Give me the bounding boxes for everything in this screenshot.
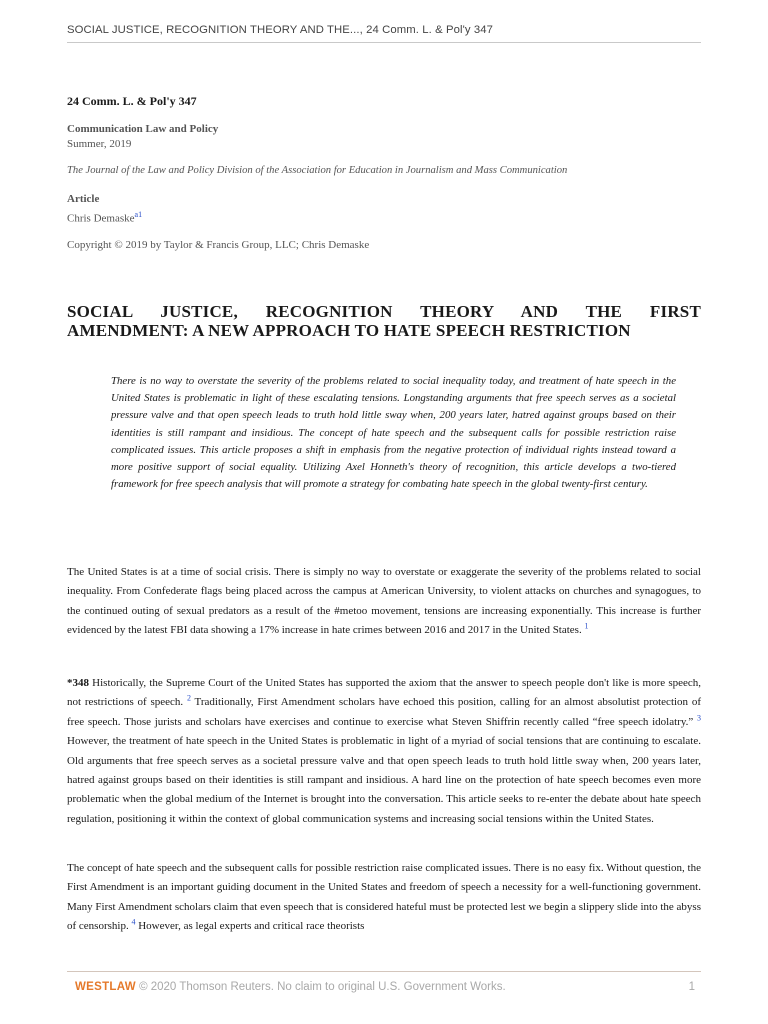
footer <box>75 981 695 993</box>
running-head: SOCIAL JUSTICE, RECOGNITION THEORY AND THE..., 24 Comm. L. & Pol'y 347 <box>67 24 493 36</box>
star-page-marker: *348 <box>67 677 89 689</box>
footer-notice: © 2020 Thomson Reuters. No claim to original U.S. Government Works. <box>139 981 506 993</box>
article-label: Article <box>67 193 100 205</box>
abstract: There is no way to overstate the severity of the problems related to social inequality today, and treatment of hate speech in the United States is problematic in light of these escalating tensions. Longstanding arguments that free speech serves as a societal pressure valve and that open speech leads to truth hold little sway when, 200 years later, hatred against groups based on their identities is still rampant and insidious. The concept of hate speech and the subsequent calls for possible restriction raise complicated issues. This article proposes a shift in emphasis from the negative protection of individual rights instead toward a more positive support of social equality. Utilizing Axel Honneth's theory of recognition, this article develops a two-tiered framework for free speech analysis that will promote a strategy for combating hate speech in the global twenty-first century. <box>111 375 676 491</box>
publication-info <box>67 122 218 152</box>
journal-name: Communication Law and Policy <box>67 123 219 135</box>
header-divider <box>67 42 701 43</box>
westlaw-logo: WESTLAW <box>75 981 136 993</box>
title-line-1: SOCIAL JUSTICE, RECOGNITION THEORY AND THE FIRST <box>67 302 701 321</box>
article-info <box>67 192 142 227</box>
footnote-link-1[interactable]: 1 <box>584 621 589 631</box>
paragraph-text: The concept of hate speech and the subsequent calls for possible restriction raise complicated issues. There is no easy fix. Without question, the First Amendment is an important guiding document in the United States and freedom of speech a necessity for a well-functioning government. Many First Amendment scholars claim that even speech that is considered hateful must be protected lest we begin a slippery slide into the abyss of censorship. <box>67 862 701 933</box>
journal-description: The Journal of the Law and Policy Division of the Association for Education in Journalism and Mass Communication <box>67 165 568 176</box>
author-line <box>67 207 142 227</box>
paragraph-text: Traditionally, First Amendment scholars have echoed this position, calling for an almost absolutist protection of free speech. Those jurists and scholars have exercises and continue to exercise what Steven Shiffrin recently called “free speech idolatry.” <box>67 696 702 728</box>
page-number: 1 <box>688 981 695 993</box>
title-line-2: AMENDMENT: A NEW APPROACH TO HATE SPEECH RESTRICTION <box>67 321 631 340</box>
paragraph-text: However, the treatment of hate speech in the United States is problematic in light of a myriad of social tensions that are continuing to escalate. Old arguments that free speech serves as a societal pressure valve and that open speech leads to truth hold little sway when, 200 years later, hatred against groups based on their identities is still rampant and insidious. A hard line on the protection of hate speech becomes even more problematic when the global medium of the Internet is brought into the conversation. This article seeks to re-enter the debate about hate speech regulation, positioning it within the context of global communication systems and increasing social tensions within the United States. <box>67 735 701 825</box>
body-paragraph-1 <box>67 563 701 641</box>
footnote-link-4[interactable]: 4 <box>131 917 136 927</box>
article-title <box>67 302 701 340</box>
paragraph-text: Historically, the Supreme Court of the United States has supported the axiom that the answer to speech people don't like is more speech, not restrictions of speech. <box>67 677 701 709</box>
footnote-link-2[interactable]: 2 <box>186 693 191 703</box>
author-name: Chris Demaske <box>67 212 135 225</box>
citation: 24 Comm. L. & Pol'y 347 <box>67 94 197 108</box>
paragraph-text: The United States is at a time of social crisis. There is simply no way to overstate or exaggerate the severity of the problems related to social inequality. From Confederate flags being placed across the campus at American University, to violent attacks on churches and synagogues, to the continued outing of sexual predators as a result of the #metoo movement, tensions are increasing exponentially. This increase is further evidenced by the latest FBI data showing a 17% increase in hate crimes between 2016 and 2017 in the United States. <box>67 566 701 637</box>
paragraph-text: However, as legal experts and critical race theorists <box>135 920 365 933</box>
publication-date: Summer, 2019 <box>67 138 132 150</box>
footer-divider <box>67 971 701 972</box>
body-paragraph-2 <box>67 674 701 829</box>
copyright: Copyright © 2019 by Taylor & Francis Group, LLC; Chris Demaske <box>67 239 370 251</box>
footnote-link-3[interactable]: 3 <box>697 713 702 723</box>
author-note-link[interactable]: a1 <box>134 210 143 219</box>
body-paragraph-3 <box>67 859 701 937</box>
